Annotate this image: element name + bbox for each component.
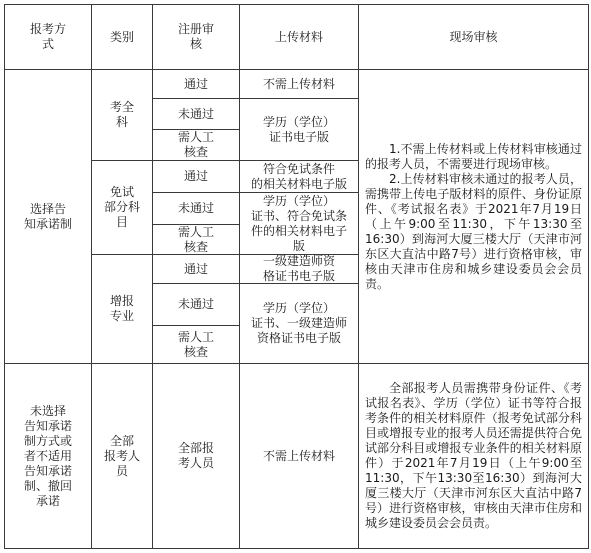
review-exempt-manual: 需人工 核查 [152,224,240,255]
upload-exempt-pass: 符合免试条件 的相关材料电子版 [239,160,359,193]
upload-none: 不需上传材料 [239,363,359,549]
header-onsite: 现场审核 [358,4,589,70]
header-upload: 上传材料 [239,4,359,70]
upload-full-pass: 不需上传材料 [239,69,359,99]
review-all-applicants: 全部报 考人员 [152,363,240,549]
review-exempt-fail: 未通过 [152,192,240,225]
header-review: 注册审 核 [152,4,240,70]
onsite-all-applicants: 全部报考人员需携带身份证件、《考试报名表》、学历（学位）证书等符合报考条件的相关材料原件（报考免试部分科目或增报专业的报考人员还需提供符合免试部分科目或增报专业条件的相关材料原件）于2021年7月19日（上午9:00至11:30，下午13:30至16:30）到海河大厦三楼大厅（天津市河东区大直沽中路7号）进行资格审核，审核由天津市住房和城乡建设委员会会员责。 [358,363,589,549]
category-add-major: 增报 专业 [91,254,153,364]
method-commitment: 选择告 知承诺制 [4,69,92,364]
category-full-subjects: 考全 科 [91,69,153,161]
category-all-applicants: 全部 报考人 员 [91,363,153,549]
upload-add-fail: 学历（学位） 证书、一级建造师 资格证书电子版 [239,283,359,364]
review-table [4,4,589,549]
review-add-manual: 需人工 核查 [152,325,240,364]
review-full-fail: 未通过 [152,98,240,130]
header-category: 类别 [91,4,153,70]
onsite-commitment: 1.不需上传材料或上传材料审核通过的报考人员，不需要进行现场审核。 2.上传材料审核未通过的报考人员，需携带上传电子版材料的原件、身份证原件、《考试报名表》于2021年7月19日（上午9:00至11:30，下午13:30至16:30）到海河大厦三楼大厅（天津市河东区大直沽中路7号）进行资格审核，审核由天津市住房和城乡建设委员会会员责。 [358,69,589,364]
category-exempt-subjects: 免试 部分科 目 [91,160,153,255]
upload-exempt-fail: 学历（学位） 证书、符合免试条 件的相关材料电子 版 [239,192,359,255]
upload-add-pass: 一级建造师资 格证书电子版 [239,254,359,284]
upload-full-fail: 学历（学位） 证书电子版 [239,98,359,161]
header-method: 报考方 式 [4,4,92,70]
review-full-manual: 需人工 核查 [152,129,240,161]
review-add-fail: 未通过 [152,283,240,326]
review-exempt-pass: 通过 [152,160,240,193]
method-no-commitment: 未选择 告知承诺 制方式或 者不适用 告知承诺 制、撤回 承诺 [4,363,92,549]
review-full-pass: 通过 [152,69,240,99]
review-add-pass: 通过 [152,254,240,284]
